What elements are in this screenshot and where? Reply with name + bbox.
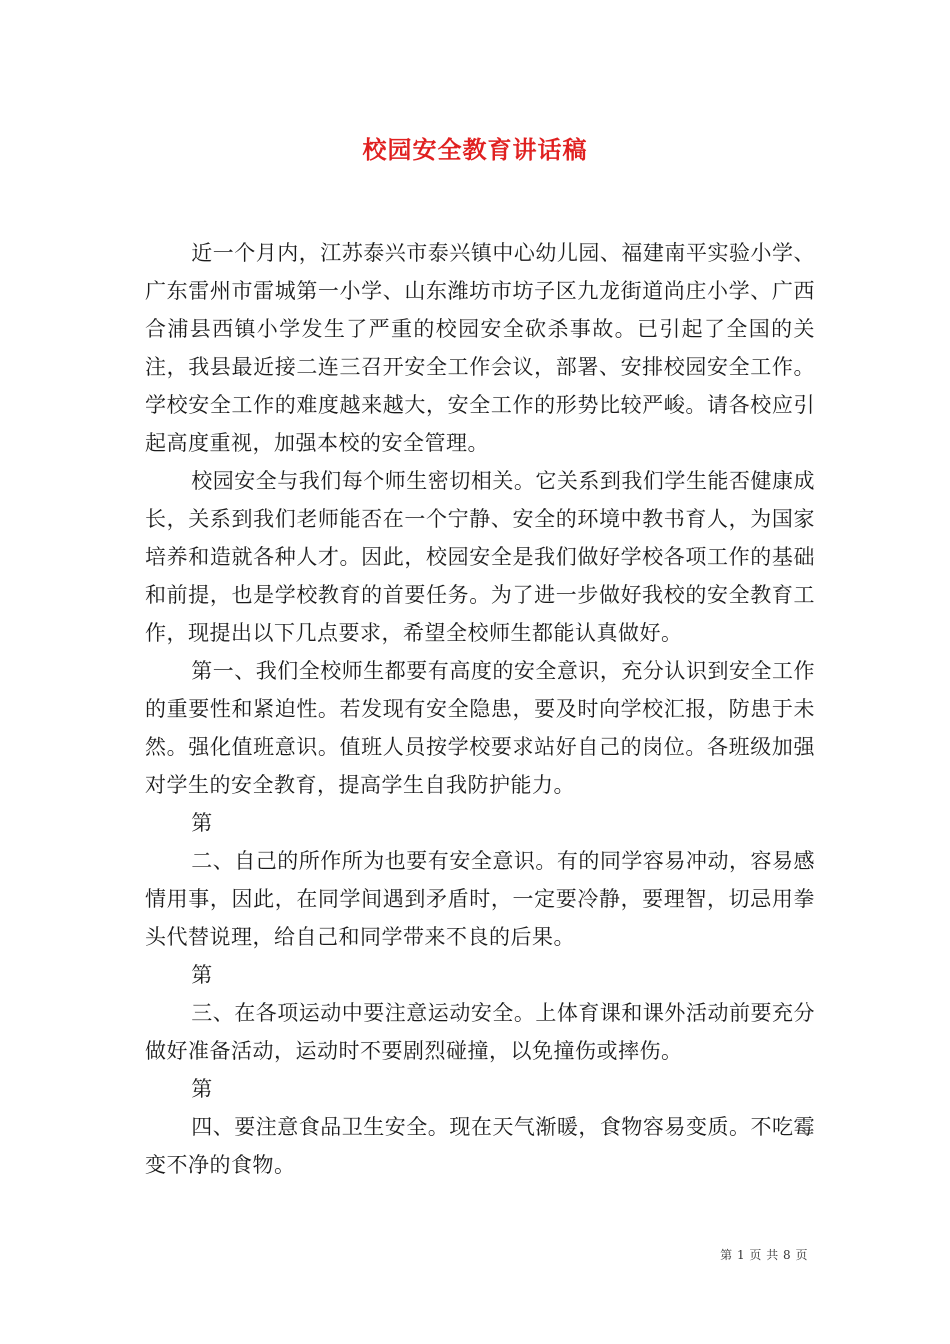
paragraph-ordinal-marker: 第: [191, 1077, 213, 1101]
paragraph-fourth-requirement: 四、要注意食品卫生安全。现在天气渐暖，食物容易变质。不吃霉变不净的食物。: [145, 1115, 815, 1177]
paragraph-importance: 校园安全与我们每个师生密切相关。它关系到我们学生能否健康成长，关系到我们老师能否在一个宁静、安全的环境中教书育人，为国家培养和造就各种人才。因此，校园安全是我们做好学校各项工作的基础和前提，也是学校教育的首要任务。为了进一步做好我校的安全教育工作，现提出以下几点要求，希望全校师生都能认真做好。: [145, 469, 815, 645]
paragraph-ordinal-marker: 第: [191, 963, 213, 987]
document-body: [145, 234, 815, 1184]
paragraph-intro: 近一个月内，江苏泰兴市泰兴镇中心幼儿园、福建南平实验小学、广东雷州市雷城第一小学、山东潍坊市坊子区九龙街道尚庄小学、广西合浦县西镇小学发生了严重的校园安全砍杀事故。已引起了全国的关注，我县最近接二连三召开安全工作会议，部署、安排校园安全工作。学校安全工作的难度越来越大，安全工作的形势比较严峻。请各校应引起高度重视，加强本校的安全管理。: [145, 241, 815, 455]
paragraph-third-requirement: 三、在各项运动中要注意运动安全。上体育课和课外活动前要充分做好准备活动，运动时不要剧烈碰撞，以免撞伤或摔伤。: [145, 1001, 815, 1063]
paragraph-second-requirement: 二、自己的所作所为也要有安全意识。有的同学容易冲动，容易感情用事，因此，在同学间遇到矛盾时，一定要冷静，要理智，切忌用拳头代替说理，给自己和同学带来不良的后果。: [145, 849, 815, 949]
page-number: 第 1 页 共 8 页: [720, 1248, 808, 1262]
paragraph-ordinal-marker: 第: [191, 811, 213, 835]
paragraph-first-requirement: 第一、我们全校师生都要有高度的安全意识，充分认识到安全工作的重要性和紧迫性。若发现有安全隐患，要及时向学校汇报，防患于未然。强化值班意识。值班人员按学校要求站好自己的岗位。各班级加强对学生的安全教育，提高学生自我防护能力。: [145, 659, 815, 797]
document-title: 校园安全教育讲话稿: [362, 135, 588, 164]
